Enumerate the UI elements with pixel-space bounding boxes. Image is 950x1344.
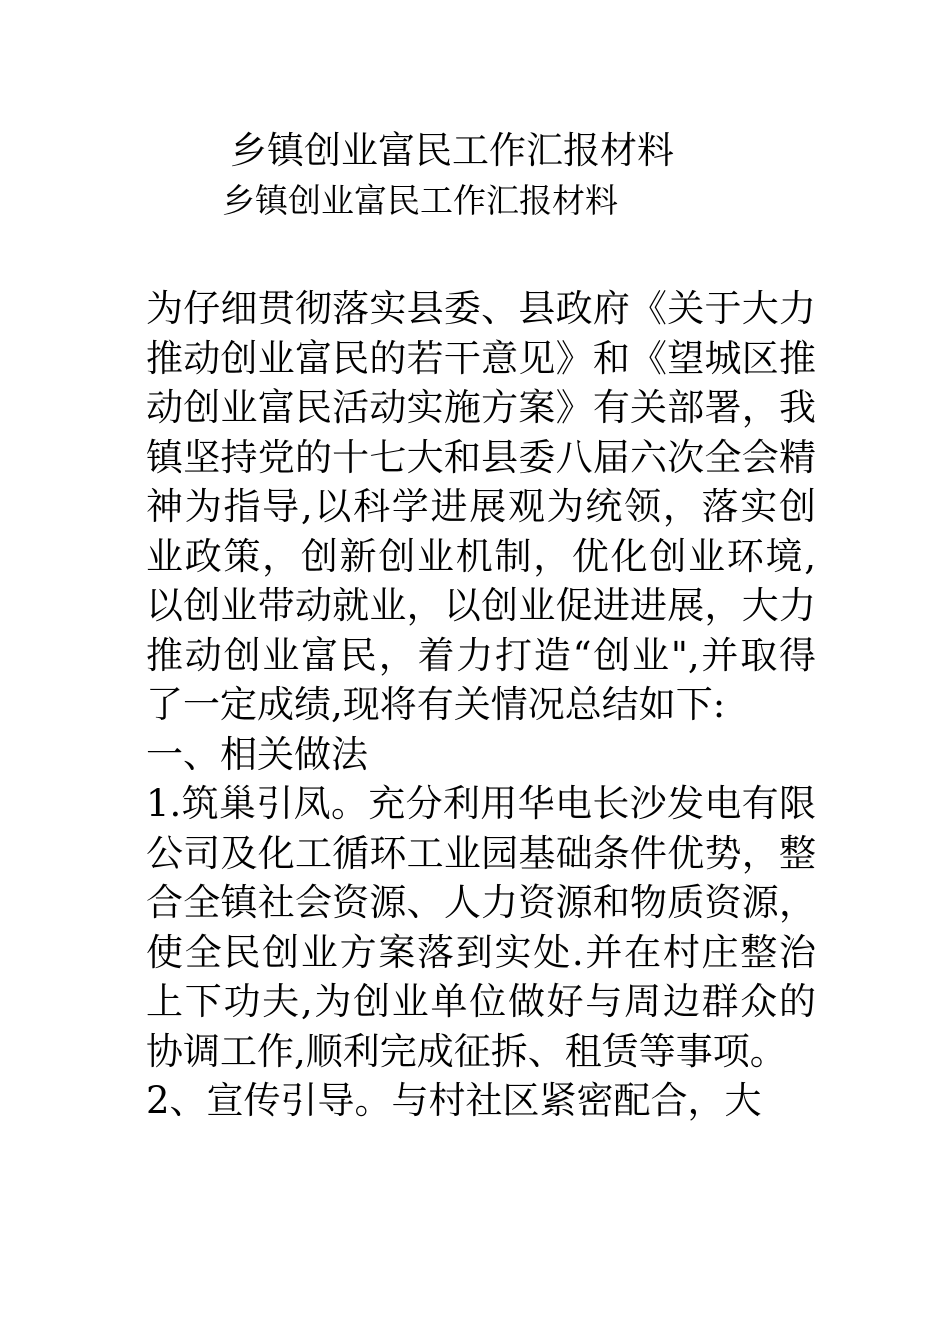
- document-body: [146, 284, 816, 1126]
- paragraph-item-1: 1.筑巢引凤。充分利用华电长沙发电有限公司及化工循环工业园基础条件优势，整合全镇社会资源、人力资源和物质资源，使全民创业方案落到实处.并在村庄整治上下功夫,为创业单位做好与周边群众的协调工作,顺利完成征拆、租赁等事项。: [146, 782, 816, 1073]
- document-subtitle: 乡镇创业富民工作汇报材料: [222, 181, 618, 220]
- document-title: 乡镇创业富民工作汇报材料: [230, 129, 674, 172]
- paragraph-item-2: 2、宣传引导。与村社区紧密配合，大: [146, 1079, 762, 1122]
- section-heading: 一、相关做法: [146, 732, 368, 776]
- paragraph-intro: 为仔细贯彻落实县委、县政府《关于大力推动创业富民的若干意见》和《望城区推动创业富民活动实施方案》有关部署，我镇坚持党的十七大和县委八届六次全会精神为指导,以科学进展观为统领，落实创业政策，创新创业机制，优化创业环境,以创业带动就业，以创业促进进展，大力推动创业富民，着力打造“创业",并取得了一定成绩,现将有关情况总结如下:: [146, 287, 816, 726]
